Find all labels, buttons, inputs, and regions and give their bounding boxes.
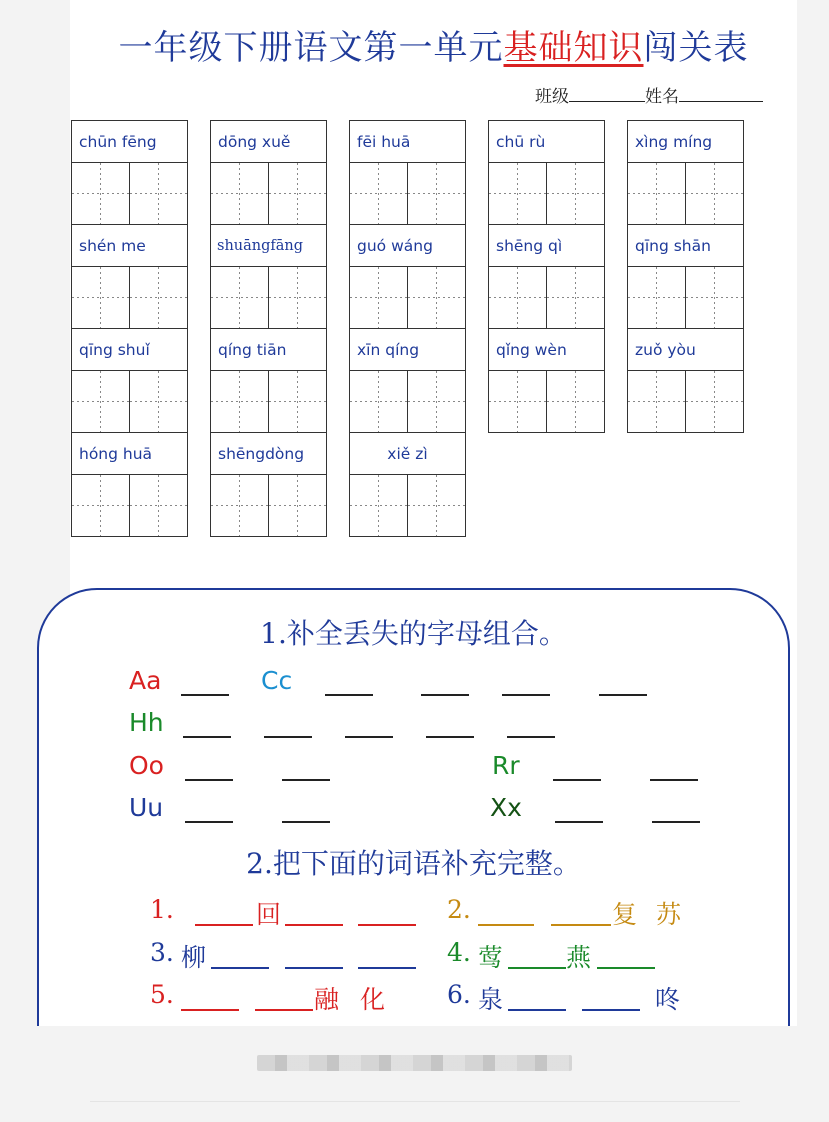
pinyin-text: shén me [72, 225, 187, 267]
pinyin-card [71, 120, 188, 225]
word-char: 苏 [656, 900, 682, 929]
letter-xx: Xx [490, 793, 522, 822]
word-blank[interactable] [478, 924, 534, 926]
char-box[interactable] [350, 267, 407, 328]
word-blank[interactable] [285, 967, 343, 969]
pinyin-card [488, 120, 605, 225]
pinyin-grid [0, 0, 727, 560]
pinyin-card [349, 120, 466, 225]
char-box[interactable] [350, 371, 407, 432]
item-number: 2. [447, 895, 471, 924]
pinyin-card [488, 224, 605, 329]
pinyin-card [71, 432, 188, 537]
word-char: 柳 [181, 943, 207, 972]
pinyin-card [349, 224, 466, 329]
pinyin-text: xīn qíng [350, 329, 465, 371]
char-box[interactable] [211, 475, 268, 536]
word-blank[interactable] [255, 1009, 313, 1011]
word-char: 融 [314, 985, 340, 1014]
answer-blank[interactable] [264, 736, 312, 738]
word-blank[interactable] [285, 924, 343, 926]
pinyin-text: xìng míng [628, 121, 743, 163]
answer-blank[interactable] [553, 779, 601, 781]
char-box[interactable] [546, 163, 604, 224]
answer-blank[interactable] [345, 736, 393, 738]
word-blank[interactable] [551, 924, 611, 926]
title-prefix: 一年级下册语文第一单元 [118, 28, 504, 68]
pinyin-card [210, 224, 327, 329]
letter-rr: Rr [492, 751, 520, 780]
char-box[interactable] [211, 267, 268, 328]
pinyin-card [71, 224, 188, 329]
word-char: 回 [256, 900, 282, 929]
pinyin-text: shuāngfāng [211, 225, 326, 267]
char-box[interactable] [268, 371, 326, 432]
char-box[interactable] [628, 371, 685, 432]
pinyin-text: dōng xuě [211, 121, 326, 163]
pinyin-text: zuǒ yòu [628, 329, 743, 371]
answer-blank[interactable] [421, 694, 469, 696]
pinyin-card [488, 328, 605, 433]
char-box[interactable] [685, 163, 743, 224]
char-box[interactable] [546, 267, 604, 328]
name-label: 姓名 [645, 87, 679, 107]
word-char: 莺 [478, 943, 504, 972]
pinyin-text: chūn fēng [72, 121, 187, 163]
char-box[interactable] [489, 163, 546, 224]
answer-blank[interactable] [183, 736, 231, 738]
word-blank[interactable] [358, 967, 416, 969]
letter-cc: Cc [261, 666, 293, 695]
word-blank[interactable] [582, 1009, 640, 1011]
char-box[interactable] [268, 163, 326, 224]
char-box[interactable] [407, 163, 465, 224]
pinyin-card [349, 432, 466, 537]
item-number: 1. [150, 895, 174, 924]
pinyin-text: qǐng wèn [489, 329, 604, 371]
pinyin-card [210, 328, 327, 433]
char-box[interactable] [407, 475, 465, 536]
word-char: 复 [612, 900, 638, 929]
char-box[interactable] [546, 371, 604, 432]
char-box[interactable] [211, 163, 268, 224]
pinyin-card [627, 328, 744, 433]
char-box[interactable] [72, 475, 129, 536]
char-box[interactable] [268, 267, 326, 328]
word-blank[interactable] [211, 967, 269, 969]
pinyin-card [349, 328, 466, 433]
bottom-divider [90, 1101, 740, 1102]
item-number: 6. [447, 980, 471, 1009]
char-box[interactable] [129, 475, 187, 536]
char-box[interactable] [72, 267, 129, 328]
item-number: 4. [447, 938, 471, 967]
char-box[interactable] [628, 163, 685, 224]
char-box[interactable] [407, 371, 465, 432]
word-blank[interactable] [195, 924, 253, 926]
char-box[interactable] [211, 371, 268, 432]
word-char: 燕 [566, 943, 592, 972]
answer-blank[interactable] [502, 694, 550, 696]
letter-oo: Oo [129, 751, 164, 780]
char-box[interactable] [350, 475, 407, 536]
char-box[interactable] [350, 163, 407, 224]
section2-title: 2.把下面的词语补充完整。 [246, 847, 581, 880]
letter-aa: Aa [129, 666, 162, 695]
pinyin-card [210, 432, 327, 537]
answer-blank[interactable] [650, 779, 698, 781]
pinyin-text: xiě zì [350, 433, 465, 475]
pinyin-text: chū rù [489, 121, 604, 163]
char-box[interactable] [268, 475, 326, 536]
char-box[interactable] [685, 267, 743, 328]
char-box[interactable] [407, 267, 465, 328]
title-suffix: 闯关表 [643, 28, 749, 68]
pinyin-text: qīng shān [628, 225, 743, 267]
word-blank[interactable] [597, 967, 655, 969]
blurred-watermark [257, 1055, 572, 1071]
pinyin-text: shēngdòng [211, 433, 326, 475]
char-box[interactable] [72, 163, 129, 224]
letter-uu: Uu [129, 793, 164, 822]
pinyin-card [71, 328, 188, 433]
word-blank[interactable] [181, 1009, 239, 1011]
answer-blank[interactable] [185, 779, 233, 781]
char-box[interactable] [628, 267, 685, 328]
answer-blank[interactable] [185, 821, 233, 823]
pinyin-card [627, 224, 744, 329]
answer-blank[interactable] [325, 694, 373, 696]
answer-blank[interactable] [599, 694, 647, 696]
item-number: 3. [150, 938, 174, 967]
answer-blank[interactable] [555, 821, 603, 823]
title-highlight: 基础知识 [503, 28, 644, 68]
pinyin-text: qīng shuǐ [72, 329, 187, 371]
char-box[interactable] [489, 267, 546, 328]
answer-blank[interactable] [181, 694, 229, 696]
answer-blank[interactable] [507, 736, 555, 738]
pinyin-text: fēi huā [350, 121, 465, 163]
char-box[interactable] [489, 371, 546, 432]
pinyin-card [627, 120, 744, 225]
word-char: 泉 [478, 985, 504, 1014]
word-char: 咚 [655, 985, 681, 1014]
pinyin-text: hóng huā [72, 433, 187, 475]
char-box[interactable] [129, 371, 187, 432]
char-box[interactable] [685, 371, 743, 432]
letter-hh: Hh [129, 708, 164, 737]
answer-blank[interactable] [652, 821, 700, 823]
word-blank[interactable] [508, 967, 566, 969]
item-number: 5. [150, 980, 174, 1009]
class-label: 班级 [535, 87, 569, 107]
section1-title: 1.补全丢失的字母组合。 [260, 617, 567, 650]
char-box[interactable] [72, 371, 129, 432]
word-blank[interactable] [358, 924, 416, 926]
pinyin-card [210, 120, 327, 225]
word-blank[interactable] [508, 1009, 566, 1011]
pinyin-text: shēng qì [489, 225, 604, 267]
answer-blank[interactable] [282, 779, 330, 781]
word-char: 化 [360, 985, 386, 1014]
pinyin-text: guó wáng [350, 225, 465, 267]
page-bottom-margin [0, 1026, 829, 1122]
char-box[interactable] [129, 163, 187, 224]
pinyin-text: qíng tiān [211, 329, 326, 371]
char-box[interactable] [129, 267, 187, 328]
answer-blank[interactable] [282, 821, 330, 823]
answer-blank[interactable] [426, 736, 474, 738]
